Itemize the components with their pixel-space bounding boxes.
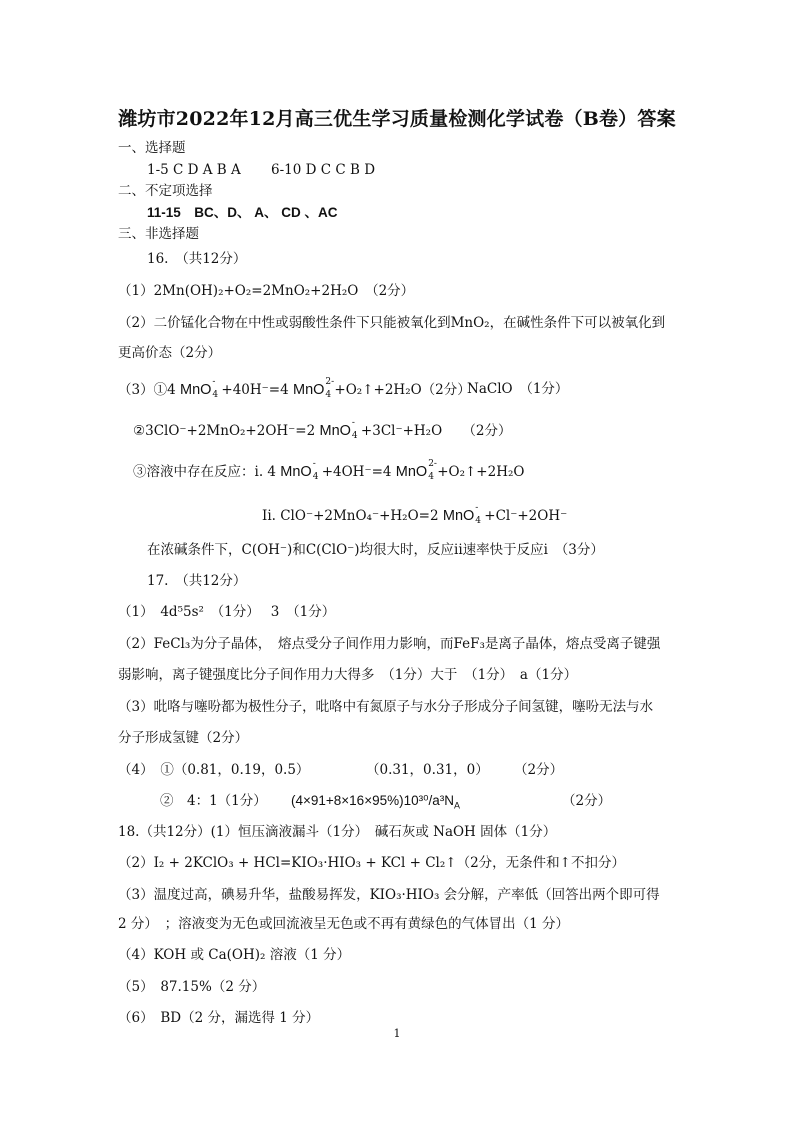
- q16-heading: 16. （共12分）: [147, 251, 247, 267]
- ion-manganate: MnO: [293, 382, 325, 398]
- q18-line-4: （4）KOH 或 Ca(OH)₂ 溶液（1 分）: [118, 947, 351, 963]
- q18-line-3: （3）温度过高，碘易升华，盐酸易挥发，KIO₃·HIO₃ 会分解，产率低（回答出两个即可得: [118, 887, 660, 903]
- q16-line-6: [262, 503, 568, 526]
- q16-l6-post: +Cl⁻+2OH⁻: [484, 508, 568, 524]
- q16-line-4: [133, 418, 512, 441]
- q18-line-3b: 2 分） ；溶液变为无色或回流液呈无色或不再有黄绿色的气体冒出（1 分）: [118, 916, 570, 932]
- section-heading-multiple: 二、不定项选择: [118, 183, 213, 199]
- page-title: 潍坊市2022年12月高三优生学习质量检测化学试卷（B卷）答案: [118, 108, 676, 130]
- q18-line-2: （2）I₂ + 2KClO₃ + HCl=KIO₃·HIO₃ + KCl + Cl₂↑（2分，无条件和↑不扣分）: [118, 855, 625, 871]
- ion-charge: 2- 4: [428, 459, 437, 482]
- section-heading-nonchoice: 三、非选择题: [118, 226, 199, 242]
- q17-line-2: （2）FeCl₃为分子晶体， 熔点受分子间作用力影响，而FeF₃是离子晶体，熔点受离子键强: [118, 636, 661, 652]
- ion-charge: - 4: [475, 503, 482, 526]
- ion-charge: - 4: [212, 377, 219, 400]
- q16-l3-pre: （3）①4: [118, 382, 180, 398]
- ion-charge: 2- 4: [325, 377, 335, 400]
- q16-line-3: [118, 377, 471, 400]
- q16-l3-mid: +40H⁻=4: [221, 382, 293, 398]
- ion-permanganate: MnO: [179, 382, 212, 398]
- q16-l5-mid: +4OH⁻=4: [321, 464, 396, 480]
- q17-line-5c: （2分）: [562, 793, 612, 809]
- q16-l6-pre: Ii. ClO⁻+2MnO₄⁻+H₂O=2: [262, 508, 443, 524]
- q17-formula-sub: A: [454, 800, 461, 811]
- ion-permanganate: MnO: [442, 508, 475, 524]
- q17-line-2b: 弱影响，离子键强度比分子间作用力大得多 （1分）大于 （1分） a（1分）: [118, 667, 578, 683]
- q17-line-3b: 分子形成氢键（2分）: [118, 730, 249, 746]
- answers-11-15: 11-15 BC、D、 A、 CD 、AC: [147, 205, 338, 220]
- q16-line-7: 在浓碱条件下，C(OH⁻)和C(ClO⁻)均很大时，反应ii速率快于反应i （3分）: [147, 542, 604, 558]
- q16-l5-post: +O₂↑+2H₂O: [437, 464, 525, 480]
- q16-l5-pre: ③溶液中存在反应：i. 4: [133, 464, 281, 480]
- q16-line-5: [133, 459, 525, 482]
- q16-line-1: （1）2Mn(OH)₂+O₂=2MnO₂+2H₂O （2分）: [118, 283, 415, 299]
- q16-l4-pre: ②3ClO⁻+2MnO₂+2OH⁻=2: [133, 423, 320, 439]
- ion-charge: - 4: [351, 418, 358, 441]
- ion-permanganate: MnO: [280, 464, 312, 480]
- ion-permanganate: MnO: [319, 423, 351, 439]
- q16-line-2: （2）二价锰化合物在中性或弱酸性条件下只能被氧化到MnO₂，在碱性条件下可以被氧化到: [118, 315, 666, 331]
- q17-heading: 17. （共12分）: [147, 573, 247, 589]
- answers-1-5: 1-5 C D A B A: [147, 162, 241, 178]
- q17-line-1: （1） 4d⁵5s² （1分） 3 （1分）: [118, 604, 336, 620]
- q17-line-4b: （0.31，0.31，0）: [366, 762, 489, 778]
- q18-line-6: （6） BD（2 分，漏选得 1 分）: [118, 1010, 320, 1026]
- q17-line-4c: （2分）: [514, 762, 564, 778]
- q16-line-2b: 更高价态（2分）: [118, 345, 222, 361]
- q17-formula: (4×91+8×16×95%)10³⁰/a³N: [291, 793, 455, 808]
- q17-line-3: （3）吡咯与噻吩都为极性分子，吡咯中有氮原子与水分子形成分子间氢键，噻吩无法与水: [118, 699, 654, 715]
- answers-6-10: 6-10 D C C B D: [271, 162, 376, 178]
- q17-line-4a: （4） ①（0.81，0.19，0.5）: [118, 762, 310, 778]
- ion-manganate: MnO: [395, 464, 428, 480]
- q16-line-3-right: NaClO （1分）: [467, 381, 569, 397]
- q18-line-1: 18.（共12分）(1）恒压滴液漏斗（1分） 碱石灰或 NaOH 固体（1分）: [118, 824, 557, 840]
- page-number: 1: [393, 1027, 401, 1040]
- q17-line-5a: ② 4：1（1分）: [160, 793, 267, 809]
- section-heading-choice: 一、选择题: [118, 140, 186, 156]
- ion-charge: - 4: [312, 459, 319, 482]
- q18-line-5: （5） 87.15%（2 分）: [118, 979, 266, 995]
- q16-l3-post: +O₂↑+2H₂O（2分）: [334, 382, 471, 398]
- q17-line-5b: [291, 792, 460, 810]
- q16-l4-post: +3Cl⁻+H₂O （2分）: [360, 423, 512, 439]
